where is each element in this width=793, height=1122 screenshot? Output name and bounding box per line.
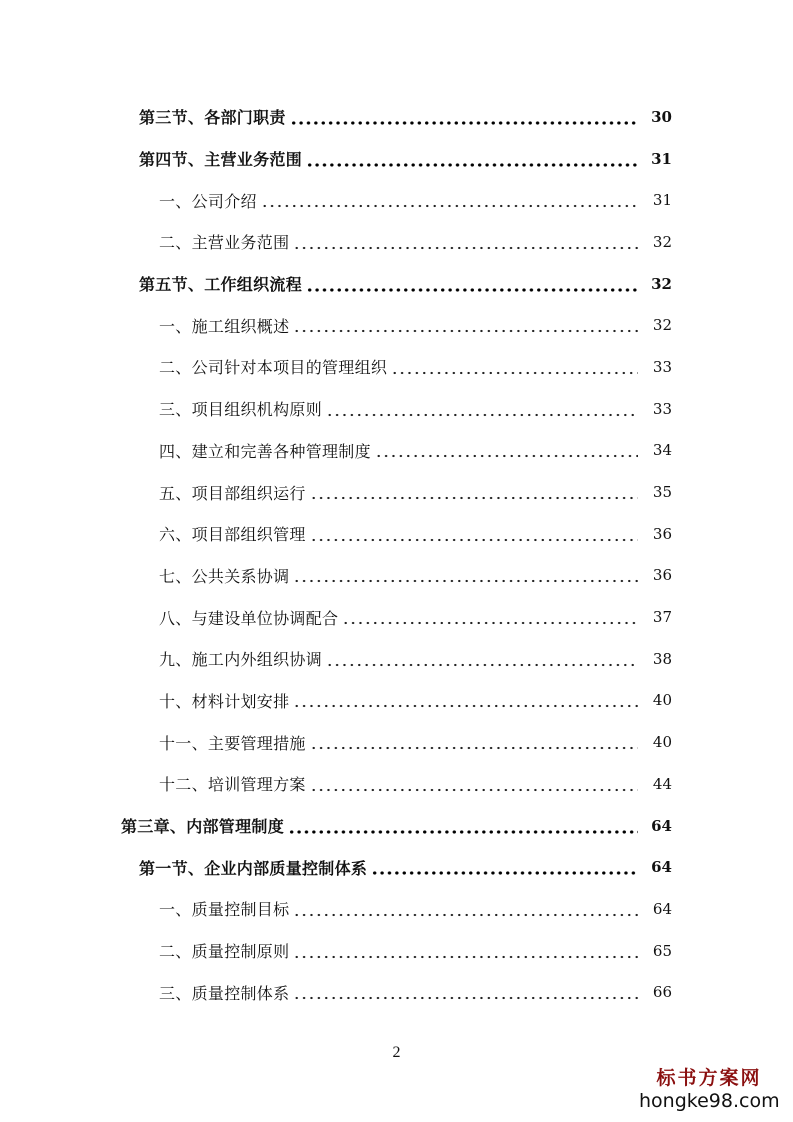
toc-entry-page: 65 (652, 941, 672, 960)
toc-entry[interactable] (0, 971, 793, 1013)
toc-entry-page: 66 (652, 983, 672, 1002)
toc-entry-page: 35 (652, 483, 672, 502)
toc-entry[interactable] (0, 221, 793, 263)
toc-entry-title: 二、主营业务范围 (159, 233, 290, 253)
toc-entry-page: 40 (652, 733, 672, 752)
page-number: 2 (392, 1044, 401, 1061)
dot-leader (293, 901, 638, 917)
toc-entry-title: 第三节、各部门职责 (139, 108, 286, 128)
dot-leader (261, 192, 638, 208)
toc-entry[interactable] (0, 680, 793, 722)
dot-leader (326, 651, 638, 667)
toc-entry[interactable] (0, 805, 793, 847)
toc-entry-title: 第五节、工作组织流程 (139, 275, 303, 295)
dot-leader (375, 442, 638, 458)
toc-entry-page: 64 (651, 816, 672, 835)
toc-entry-page: 30 (651, 107, 672, 126)
dot-leader (306, 276, 638, 292)
watermark-name: 标书方案网 (656, 1067, 762, 1089)
toc-entry-page: 37 (652, 608, 672, 627)
dot-leader (310, 484, 638, 500)
toc-entry[interactable] (0, 179, 793, 221)
toc-entry-title: 第三章、内部管理制度 (121, 817, 285, 837)
toc-entry[interactable] (0, 888, 793, 930)
toc-entry-title: 十二、培训管理方案 (159, 775, 306, 795)
toc-entry[interactable] (0, 96, 793, 138)
toc-entry-page: 34 (652, 441, 672, 460)
toc-entry-page: 31 (652, 191, 672, 210)
dot-leader (293, 692, 638, 708)
toc-entry[interactable] (0, 555, 793, 597)
toc-entry-title: 三、项目组织机构原则 (159, 400, 323, 420)
toc-entry-title: 二、质量控制原则 (159, 942, 290, 962)
dot-leader (391, 359, 638, 375)
toc-entry[interactable] (0, 304, 793, 346)
toc-entry[interactable] (0, 721, 793, 763)
dot-leader (293, 567, 638, 583)
toc-entry-title: 十、材料计划安排 (159, 691, 290, 711)
toc-entry-page: 38 (652, 649, 672, 668)
toc-entry-title: 八、与建设单位协调配合 (159, 608, 339, 628)
toc-entry-title: 一、施工组织概述 (159, 316, 290, 336)
toc-entry-title: 一、质量控制目标 (159, 900, 290, 920)
dot-leader (293, 317, 638, 333)
toc-entry-title: 六、项目部组织管理 (159, 525, 306, 545)
dot-leader (371, 859, 638, 875)
dot-leader (326, 401, 638, 417)
watermark-url: hongke98.com (639, 1090, 780, 1112)
dot-leader (310, 526, 638, 542)
dot-leader (310, 776, 638, 792)
table-of-contents (0, 96, 793, 1013)
toc-entry[interactable] (0, 513, 793, 555)
toc-entry-page: 32 (652, 232, 672, 251)
toc-entry-page: 40 (652, 691, 672, 710)
dot-leader (293, 984, 638, 1000)
toc-entry-page: 44 (652, 774, 672, 793)
toc-entry-title: 九、施工内外组织协调 (159, 650, 323, 670)
toc-entry-title: 五、项目部组织运行 (159, 483, 306, 503)
toc-entry[interactable] (0, 138, 793, 180)
toc-entry[interactable] (0, 930, 793, 972)
dot-leader (306, 151, 638, 167)
toc-entry-title: 四、建立和完善各种管理制度 (159, 441, 371, 461)
toc-entry-page: 33 (652, 357, 672, 376)
toc-entry[interactable] (0, 846, 793, 888)
dot-leader (290, 109, 638, 125)
dot-leader (293, 234, 638, 250)
toc-entry[interactable] (0, 346, 793, 388)
toc-entry-title: 十一、主要管理措施 (159, 733, 306, 753)
toc-entry-page: 64 (651, 858, 672, 877)
toc-entry-page: 32 (651, 274, 672, 293)
toc-entry[interactable] (0, 638, 793, 680)
dot-leader (342, 609, 638, 625)
toc-entry-page: 36 (652, 524, 672, 543)
dot-leader (310, 734, 638, 750)
toc-entry[interactable] (0, 430, 793, 472)
toc-entry-title: 二、公司针对本项目的管理组织 (159, 358, 388, 378)
toc-entry-title: 三、质量控制体系 (159, 983, 290, 1003)
dot-leader (288, 818, 638, 834)
toc-entry-title: 第四节、主营业务范围 (139, 150, 303, 170)
toc-entry-title: 第一节、企业内部质量控制体系 (139, 858, 368, 878)
toc-entry-page: 32 (652, 316, 672, 335)
toc-entry[interactable] (0, 763, 793, 805)
toc-entry[interactable] (0, 263, 793, 305)
toc-entry[interactable] (0, 388, 793, 430)
site-watermark (639, 1066, 779, 1112)
toc-entry-page: 31 (651, 149, 672, 168)
toc-entry[interactable] (0, 596, 793, 638)
toc-entry-title: 一、公司介绍 (159, 191, 257, 211)
toc-entry-page: 64 (652, 899, 672, 918)
toc-entry-page: 36 (652, 566, 672, 585)
toc-entry-title: 七、公共关系协调 (159, 566, 290, 586)
toc-entry[interactable] (0, 471, 793, 513)
dot-leader (293, 943, 638, 959)
toc-entry-page: 33 (652, 399, 672, 418)
